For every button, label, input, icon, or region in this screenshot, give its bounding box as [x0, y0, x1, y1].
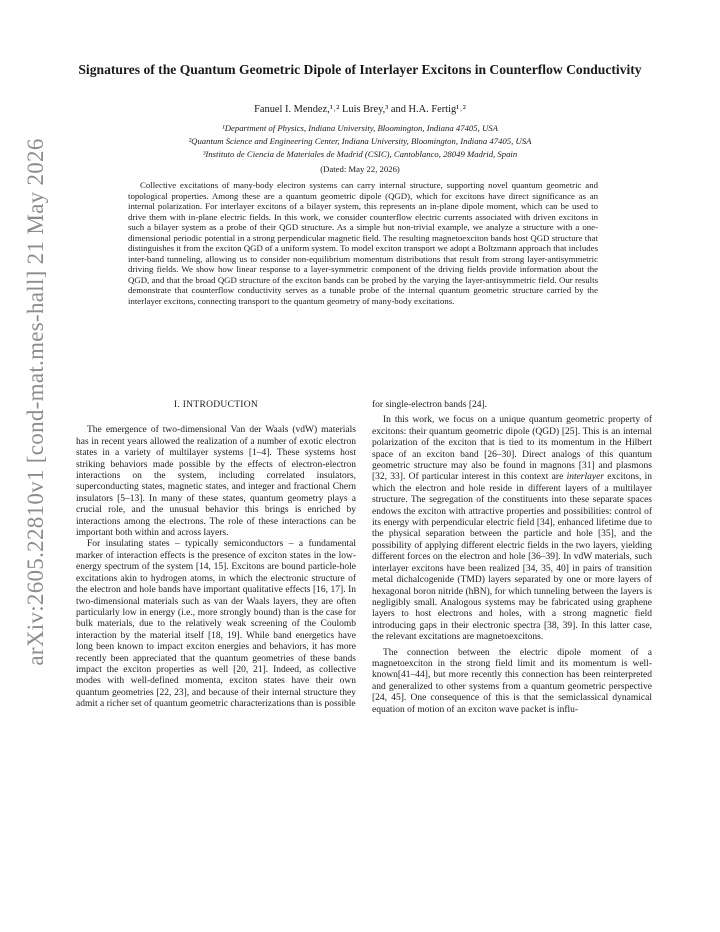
right-column	[372, 400, 652, 716]
affiliation-3: ³Instituto de Ciencia de Materiales de Madrid (CSIC), Cantoblanco, 28049 Madrid, Spain	[202, 149, 518, 159]
affiliation-1: ¹Department of Physics, Indiana University, Bloomington, Indiana 47405, USA	[222, 123, 498, 133]
affiliation-2: ²Quantum Science and Engineering Center, Indiana University, Bloomington, Indiana 47405, USA	[188, 136, 532, 146]
arxiv-sidebar	[0, 0, 62, 932]
intro-paragraph-3: In this work, we focus on a unique quantum geometric property of excitons: their quantum geometric dipole (QGD) [25]. This is an internal polarization of the exciton that is tied to its momentum in the Hilbert space of an exciton band [26–30]. Direct analogs of this quantum geometric structure may also be found in magnons [31] and plasmons [32, 33]. Of particular interest in this context are interlayer excitons, in which the electron and hole reside in different layers of a multilayer structure. The segregation of the constituents into these separate spaces endows the exciton with attractive properties and possibilities: control of its energy with perpendicular electric field [34], enhanced lifetime due to the physical separation between the particle and hole [35], and the possibility of applying different electric fields in the two layers, yielding different forces on the electron and hole [36–39]. In vdW materials, such interlayer excitons have been realized [34, 35, 40] in pairs of transition metal dichalcogenide (TMD) layers separated by one or more layers of hexagonal boron nitride (hBN), for which tunneling between the layers is negligibly small. Analogous systems may be fabricated using graphene layers to host electrons and holes, with a strong magnetic field introducing gaps in their electronic spectra [38, 39]. In this latter case, the relevant excitations are magnetoexcitons.	[372, 415, 652, 643]
left-column	[76, 400, 356, 711]
date-line: (Dated: May 22, 2026)	[320, 164, 400, 174]
intro-paragraph-continued: for single-electron bands [24].	[372, 400, 488, 410]
intro-paragraph-2: For insulating states – typically semiconductors – a fundamental marker of interaction effects is the presence of exciton states in the low-energy spectrum of the system [14, 15]. Excitons are bound particle-hole excitations akin to hydrogen atoms, in which the electronic structure of the electron and hole bands have important qualitative effects [16, 17]. In two-dimensional materials such as van der Waals layers, they are often particularly low in energy (i.e., more strongly bound) than is the case for bulk materials, due to the relatively weak screening of the Coulomb interaction by the material itself [18, 19]. While band energetics have long been known to impact exciton energies and behaviors, it has more recently been appreciated that the quantum geometries of these bands impact the exciton properties as well [20, 21]. Indeed, as collective modes with well-defined momenta, exciton states have their own quantum geometries [22, 23], and because of their internal structure they admit a richer set of quantum geometric characterizations than is possible	[76, 539, 356, 710]
emphasis-interlayer: interlayer	[566, 472, 605, 483]
intro-paragraph-4: The connection between the electric dipole moment of a magnetoexciton in the strong field limit and its momentum is well-known[41–44], but more recently this connection has been reinterpreted and generalized to other systems from a quantum geometric perspective [24, 45]. One consequence of this is that the semiclassical dynamical equation of motion of an exciton wave packet is influ-	[372, 647, 652, 715]
intro-paragraph-1: The emergence of two-dimensional Van der Waals (vdW) materials has in recent years allowed the realization of a number of exotic electron states in a variety of multilayer systems [1–4]. These systems host striking behaviors made possible by the effects of electron-electron interactions on the system, including correlated insulators, superconducting states, magnetic states, and integer and fractional Chern insulators [5–13]. In many of these states, quantum geometry plays a crucial role, and the unusual behavior this brings is enriched by interactions among the electrons. The role of these interactions can be important both within and across layers.	[76, 425, 356, 539]
author-list: Fanuel I. Mendez,¹˒² Luis Brey,³ and H.A. Fertig¹˒²	[254, 104, 466, 115]
section-heading: I. INTRODUCTION	[173, 400, 259, 410]
paper-title: Signatures of the Quantum Geometric Dipole of Interlayer Excitons in Counterflow Conductivity	[78, 62, 642, 77]
arxiv-identifier: arXiv:2605.22810v1 [cond-mat.mes-hall] 21 May 2026	[23, 138, 48, 666]
abstract: Collective excitations of many-body electron systems can carry internal structure, supporting novel quantum geometric and topological properties. Among these are a quantum geometric dipole (QGD), which for excitons have direct significance as an internal polarization. For interlayer excitons of a bilayer system, this represents an in-plane dipole moment, which can be used to drive them with in-plane electric fields. In this work, we consider counterflow electric currents associated with driven excitons in such a bilayer system as a probe of their QGD structure. As a simple but non-trivial example, we analyze a structure with a one-dimensional periodic potential in a strong perpendicular magnetic field. The resulting magnetoexciton bands host QGD structure that distinguishes it from the exciton QGD of a uniform system. To model exciton transport we adopt a Boltzmann approach that includes inter-band tunneling, allowing us to consider non-equilibrium momentum distributions that result from strong layer-antisymmetric driving fields. We show how linear response to a layer-symmetric component of the driving fields provide information about the QGD, and that the broad QGD structure of the exciton bands can be probed by the varying the layer-antisymmetric field. Our results demonstrate that counterflow conductivity serves as a tunable probe of the internal quantum geometric structure carried by the interlayer excitons, connecting transport to the quantum geometry of many-body excitations.	[128, 180, 598, 307]
